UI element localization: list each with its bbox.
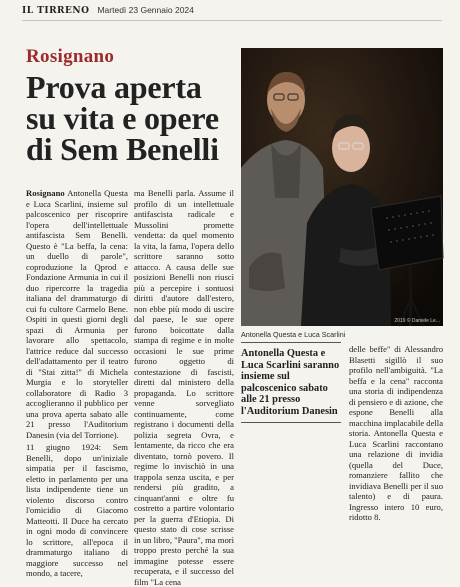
pull-quote: Antonella Questa e Luca Scarlini saranno insieme sul palcoscenico sabato alle 21 presso l'Auditorium Danesin	[241, 342, 341, 423]
photo-credit: 2019 © Daniele Le...	[394, 318, 440, 324]
masthead	[22, 5, 442, 21]
article-column-2	[134, 188, 234, 587]
article-photo	[241, 48, 443, 326]
paragraph: ma Benelli parla. Assume il profilo di un intellettuale antifascista radicale e Mussolini promette vendetta: da quel momento la vita, la fama, l'opera dello scrittore saranno sotto attacco. A causa delle sue posizioni Benelli non riuscì più a percepire i sontuosi diritti d'autore dall'estero, non ebbe più modo di uscire dal paese, le sue opere furono boicottate dalla stampa di regime e in molte occasioni le sue prime furono oggetto di contestazione di fascisti, diretti dal ministero della propaganda. Lo scrittore venne sorvegliato continuamente, come registrano i documenti della polizia segreta Ovra, e lentamente, da ricco che era diventato, tornò povero. Il regime lo invischiò in una trappola senza uscita, e per rendersi più gradito, a cinquant'anni e oltre fu costretto a partire volontario per la guerra d'Etiopia. Di questo stato di cose scrisse in un libro, "Paura", ma morì troppo presto perché la sua immagine potesse essere recuperata, e il successo del film "La cena	[134, 188, 234, 587]
paragraph: 11 giugno 1924: Sem Benelli, dopo un'iniziale simpatia per il fascismo, eletto in parlamento per una lista indipendente tiene un violento discorso contro l'omicidio di Giacomo Matteotti. Il Duce ha cercato in ogni modo di convincere lo scrittore, all'epoca il drammaturgo italiano di maggiore successo nel mondo, a tacere,	[26, 442, 128, 578]
article-column-1	[26, 188, 128, 579]
issue-date: Martedì 23 Gennaio 2024	[97, 5, 194, 15]
newspaper-name: IL TIRRENO	[22, 6, 90, 16]
headline: Prova aperta su vita e opere di Sem Benelli	[26, 69, 219, 167]
section-title: Rosignano	[26, 46, 115, 67]
paragraph-text: Antonella Questa e Luca Scarlini, insieme sul palcoscenico per riscoprire l'opera dell'intellettuale antifascista Sem Benelli. Questo è "La beffa, la cena: un duello di parole", coproduzione la Qprod e Fondazione Armunia in cui il duo ripercorre la tragedia italiana del drammaturgo di cui fu cultore Carmelo Bene. Ospiti in questi giorni degli spazi di Armunia per lavorare allo spettacolo, l'attrice reduce dal successo dell'adattamento per il teatro di "Stai zitta!" di Michela Murgia e lo storyteller collaboratore di Radio 3 accoglieranno il pubblico per una prova aperta sabato alle 21 presso l'Auditorium Danesin (via del Torrione).	[26, 188, 128, 440]
dateline: Rosignano	[26, 188, 65, 198]
photo-illustration	[241, 48, 443, 326]
lead-paragraph	[26, 188, 128, 440]
photo-caption: Antonella Questa e Luca Scarlini	[241, 330, 346, 339]
paragraph: delle beffe" di Alessandro Blasetti sigillò il suo profilo nell'ambiguità. "La beffa e la cena" racconta una storia di indipendenza di pensiero e di azione, che espone Benelli alla macchina implacabile della storia. Antonella Questa e Luca Scarlini raccontano una relazione di invidia (quella del Duce, romanziere fallito che invidiava Benelli per il suo talento) e di paura. Ingresso intero 10 euro, ridotto 8.	[349, 344, 444, 522]
article-column-3	[349, 344, 443, 523]
